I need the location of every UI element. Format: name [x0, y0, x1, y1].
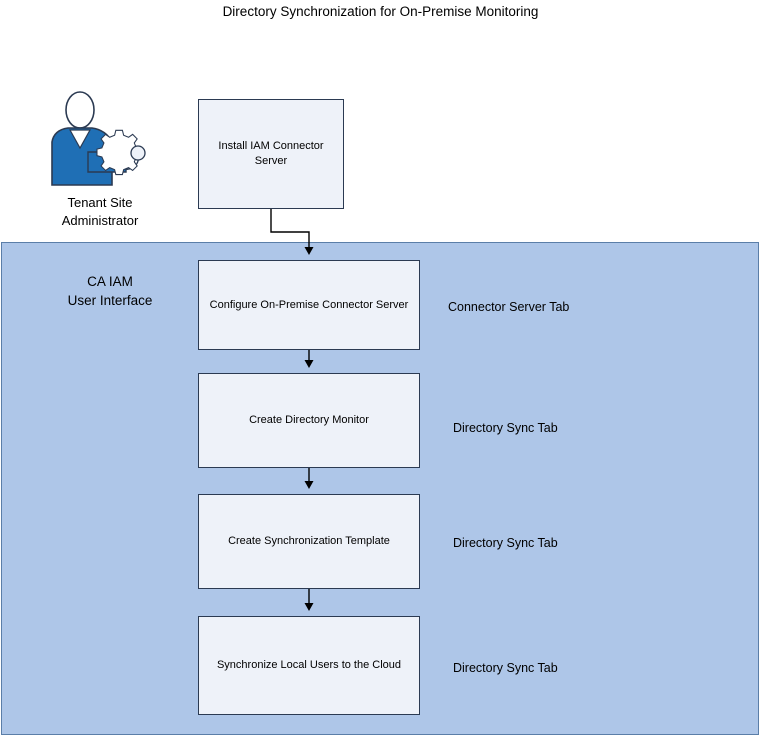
step-configure-on-premise-connector-server[interactable]: Configure On-Premise Connector Server — [198, 260, 420, 350]
page-title: Directory Synchronization for On-Premise Monitoring — [222, 4, 539, 19]
ca-iam-user-interface-label — [30, 272, 190, 310]
side-label-connector-server-tab: Connector Server Tab — [448, 300, 570, 314]
tenant-site-administrator-label — [26, 194, 174, 230]
side-label-directory-sync-tab-template: Directory Sync Tab — [453, 536, 558, 550]
region-label-line2: User Interface — [67, 293, 153, 308]
side-label-directory-sync-tab-monitor: Directory Sync Tab — [453, 421, 558, 435]
step-install-iam-connector-server[interactable]: Install IAM Connector Server — [198, 99, 344, 209]
actor-label-line2: Administrator — [61, 213, 139, 228]
tenant-site-administrator-icon — [40, 90, 160, 210]
side-label-directory-sync-tab-sync: Directory Sync Tab — [453, 661, 558, 675]
step-create-directory-monitor[interactable]: Create Directory Monitor — [198, 373, 420, 468]
step-create-synchronization-template[interactable]: Create Synchronization Template — [198, 494, 420, 589]
step-synchronize-local-users-to-the-cloud[interactable]: Synchronize Local Users to the Cloud — [198, 616, 420, 715]
actor-label-line1: Tenant Site — [67, 195, 133, 210]
region-label-line1: CA IAM — [87, 274, 133, 289]
